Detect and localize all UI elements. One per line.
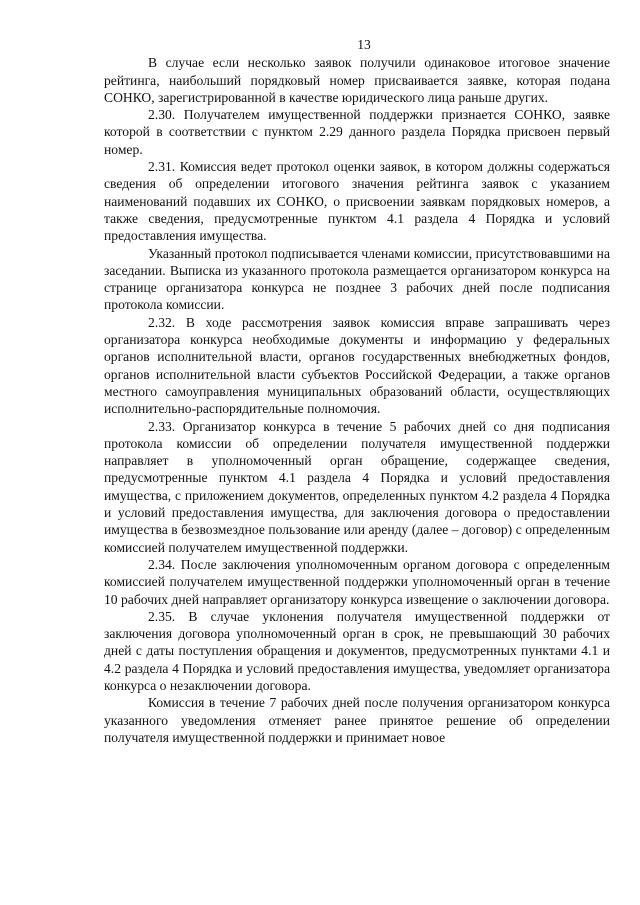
paragraph-2-34: 2.34. После заключения уполномоченным органом договора с определенным комиссией получателем имущественной поддержки уполномоченный орган в течение 10 рабочих дней направляет организатору конкурса извещение о заключении договора.	[104, 556, 610, 607]
document-page	[104, 36, 610, 746]
paragraph-2-30: 2.30. Получателем имущественной поддержки признается СОНКО, заявке которой в соответствии с пунктом 2.29 данного раздела Порядка присвоен первый номер.	[104, 107, 610, 157]
page-number: 13	[357, 37, 371, 52]
paragraph-2-31: 2.31. Комиссия ведет протокол оценки заявок, в котором должны содержаться сведения об определении итогового значения рейтинга заявок с указанием наименований подавших их СОНКО, о присвоении заявкам порядковых номеров, а также сведения, предусмотренные пунктом 4.1 раздела 4 Порядка и условий предоставления имущества.	[104, 159, 610, 244]
paragraph-2-33: 2.33. Организатор конкурса в течение 5 рабочих дней со дня подписания протокола комиссии об определении получателя имущественной поддержки направляет в уполномоченный орган обращение, содержащее сведения, предусмотренные пунктом 4.1 раздела 4 Порядка и условий предоставления имущества, с приложением документов, определенных пунктом 4.2 раздела 4 Порядка и условий предоставления имущества, для заключения договора о предоставлении имущества в безвозмездное пользование или аренду (далее – договор) с определенным комиссией получателем имущественной поддержки.	[104, 418, 610, 555]
paragraph-protocol-signing: Указанный протокол подписывается членами комиссии, присутствовавшими на заседании. Выписка из указанного протокола размещается организатором конкурса на странице организатора конкурса не позднее 3 рабочих дней после подписания протокола комиссии.	[104, 245, 610, 313]
paragraph-2-32: 2.32. В ходе рассмотрения заявок комиссия вправе запрашивать через организатора конкурса необходимые документы и информацию у федеральных органов исполнительной власти, органов государственных внебюджетных фондов, органов исполнительной власти субъектов Российской Федерации, а также органов местного самоуправления муниципальных образований области, осуществляющих исполнительно-распорядительные полномочия.	[104, 314, 610, 417]
paragraph-rating-tie: В случае если несколько заявок получили одинаковое итоговое значение рейтинга, наибольший порядковый номер присваивается заявке, которая подана СОНКО, зарегистрированной в качестве юридического лица раньше других.	[104, 55, 610, 105]
paragraph-2-35: 2.35. В случае уклонения получателя имущественной поддержки от заключения договора уполномоченный орган в срок, не превышающий 30 рабочих дней с даты поступления обращения и документов, предусмотренных пунктами 4.1 и 4.2 раздела 4 Порядка и условий предоставления имущества, уведомляет организатора конкурса о незаключении договора.	[104, 608, 610, 693]
paragraph-commission-cancel: Комиссия в течение 7 рабочих дней после получения организатором конкурса указанного уведомления отменяет ранее принятое решение об определении получателя имущественной поддержки и принимает новое	[104, 695, 610, 745]
